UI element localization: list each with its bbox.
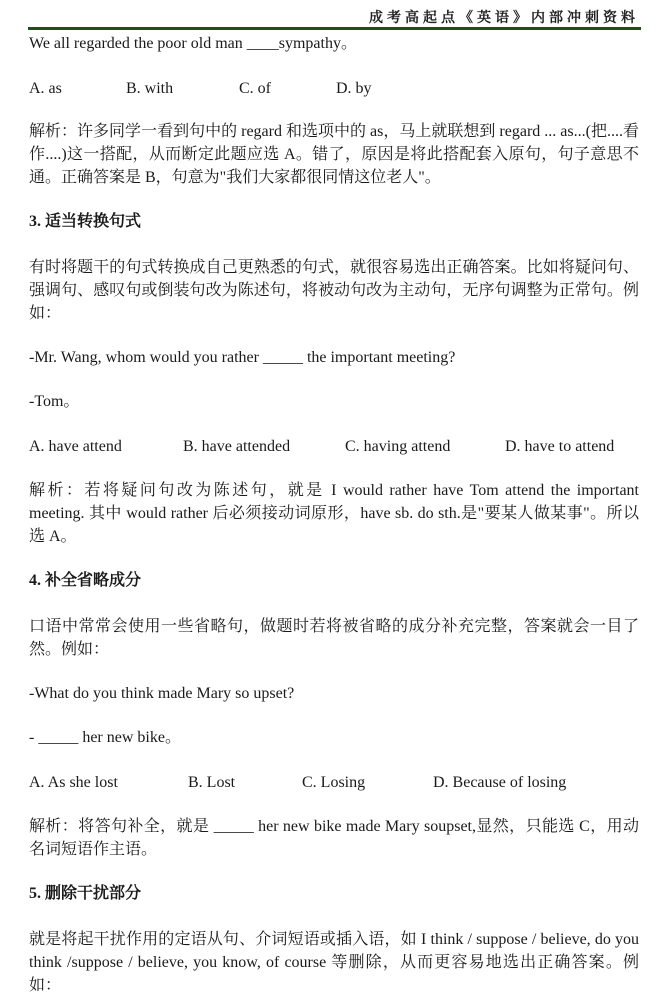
option-b: B. have attended bbox=[183, 438, 291, 455]
option-c: C. having attend bbox=[345, 438, 451, 455]
example-answer: - _____ her new bike。 bbox=[29, 729, 181, 746]
option-c: C. of bbox=[239, 80, 271, 97]
analysis-paragraph: 解析：许多同学一看到句中的 regard 和选项中的 as，马上就联想到 regard ... as...(把....看作....)这一搭配，从而断定此题应选 A。错了，原因是将此搭配套入原句，句子意思不通。正确答案是 B，句意为"我们大家都很同情这位老人"。 bbox=[29, 123, 639, 186]
header-rule bbox=[28, 27, 641, 30]
section-heading: 4. 补全省略成分 bbox=[29, 572, 142, 589]
option-b: B. with bbox=[126, 80, 174, 97]
option-d: D. Because of losing bbox=[433, 774, 567, 791]
example-answer: -Tom。 bbox=[29, 393, 80, 410]
section-intro: 有时将题干的句式转换成自己更熟悉的句式，就很容易选出正确答案。比如将疑问句、强调句、感叹句或倒装句改为陈述句，将被动句改为主动句，无序句调整为正常句。例如： bbox=[29, 259, 639, 322]
option-a: A. have attend bbox=[29, 438, 122, 455]
example-question: -Mr. Wang, whom would you rather _____ the important meeting? bbox=[29, 349, 456, 366]
section-heading: 3. 适当转换句式 bbox=[29, 213, 142, 230]
option-b: B. Lost bbox=[188, 774, 236, 791]
option-d: D. have to attend bbox=[505, 438, 615, 455]
section-heading: 5. 删除干扰部分 bbox=[29, 885, 142, 902]
option-a: A. as bbox=[29, 80, 62, 97]
section-intro: 就是将起干扰作用的定语从句、介词短语或插入语，如 I think / suppose / believe, do you think /suppose / believe, you know, of course 等删除，从而更容易地选出正确答案。例如： bbox=[29, 931, 639, 994]
example-question: -What do you think made Mary so upset? bbox=[29, 685, 295, 702]
option-a: A. As she lost bbox=[29, 774, 118, 791]
analysis-paragraph: 解析：将答句补全，就是 _____ her new bike made Mary soupset,显然，只能选 C，用动名词短语作主语。 bbox=[29, 818, 639, 858]
section-intro: 口语中常常会使用一些省略句，做题时若将被省略的成分补充完整，答案就会一目了然。例如： bbox=[29, 618, 639, 658]
option-c: C. Losing bbox=[302, 774, 366, 791]
page-header bbox=[0, 0, 669, 30]
question-stem: We all regarded the poor old man ____sympathy。 bbox=[29, 35, 357, 52]
option-d: D. by bbox=[336, 80, 372, 97]
analysis-paragraph: 解析：若将疑问句改为陈述句，就是 I would rather have Tom attend the important meeting. 其中 would rather 后必须接动词原形，have sb. do sth.是"要某人做某事"。所以选 A。 bbox=[29, 482, 639, 545]
header-title: 成考高起点《英语》内部冲刺资料 bbox=[369, 10, 639, 26]
